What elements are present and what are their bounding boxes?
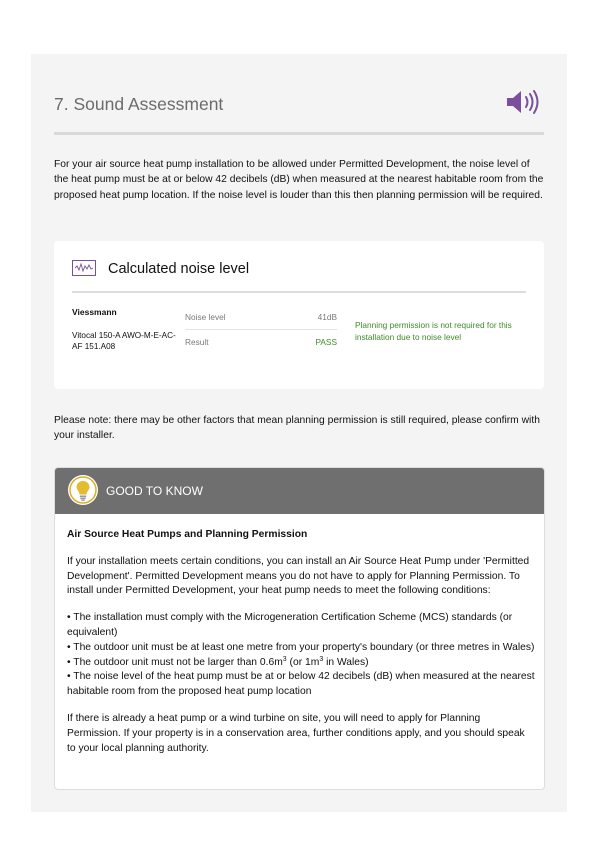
- heat-pump-brand: Viessmann: [72, 307, 117, 317]
- noise-level-card: [54, 241, 544, 389]
- planning-verdict: Planning permission is not required for this installation due to noise level: [355, 320, 512, 342]
- lightbulb-icon: [67, 474, 99, 506]
- bullet-text: in Wales): [323, 656, 369, 668]
- heat-pump-model: Vitocal 150-A AWO-M-E-AC-AF 151.A08: [72, 331, 176, 351]
- card-divider: [72, 291, 526, 293]
- report-page: [31, 54, 567, 812]
- section-number: 7.: [54, 94, 69, 114]
- good-to-know-body: [67, 528, 535, 756]
- note-paragraph: Please note: there may be other factors that mean planning permission is still required, please confirm with your installer.: [54, 415, 540, 442]
- condition-bullet: • The outdoor unit must be at least one metre from your property's boundary (or three metres in Wales): [67, 641, 535, 653]
- result-value: PASS: [315, 337, 337, 347]
- superscript: 3: [282, 655, 287, 663]
- good-to-know-label: GOOD TO KNOW: [106, 484, 203, 498]
- good-to-know-banner: [55, 468, 544, 514]
- noise-level-label: Noise level: [185, 312, 226, 322]
- good-to-know-paragraph: If your installation meets certain conditions, you can install an Air Source Heat Pump under 'Permitted Development'. Permitted Development means you do not have to apply for Planning Permission. To install under Permitted Development, your heat pump needs to meet the following conditions:: [67, 555, 530, 597]
- card-title: Calculated noise level: [108, 261, 250, 277]
- noise-level-value: 41dB: [317, 312, 337, 322]
- noise-level-row: [185, 312, 337, 330]
- condition-bullet: • The installation must comply with the Microgeneration Certification Scheme (MCS) standards (or equivalent): [67, 612, 513, 638]
- good-to-know-paragraph: If there is already a heat pump or a wind turbine on site, you will need to apply for Planning Permission. If your property is in a conservation area, further conditions apply, and you should speak to your local planning authority.: [67, 712, 525, 754]
- result-row: [185, 337, 337, 351]
- section-title: [54, 94, 223, 115]
- bullet-text: (or 1m: [286, 656, 320, 668]
- sound-wave-icon: [72, 260, 96, 276]
- superscript: 3: [319, 655, 324, 663]
- condition-bullet: • The noise level of the heat pump must be at or below 42 decibels (dB) when measured at the nearest habitable room from the proposed heat pump location: [67, 671, 535, 698]
- good-to-know-panel: [54, 467, 545, 790]
- condition-bullet: [67, 656, 535, 671]
- result-label: Result: [185, 337, 209, 347]
- section-header: [54, 92, 544, 135]
- good-to-know-subtitle: Air Source Heat Pumps and Planning Permission: [67, 529, 308, 540]
- intro-paragraph: For your air source heat pump installation to be allowed under Permitted Development, the noise level of the heat pump must be at or below 42 decibels (dB) when measured at the nearest habitable room from the proposed heat pump location. If the noise level is louder than this then planning permission will be required.: [54, 159, 544, 201]
- speaker-icon: [505, 87, 543, 117]
- section-title-text: Sound Assessment: [73, 94, 224, 114]
- bullet-text: • The outdoor unit must not be larger than 0.6m: [67, 656, 283, 668]
